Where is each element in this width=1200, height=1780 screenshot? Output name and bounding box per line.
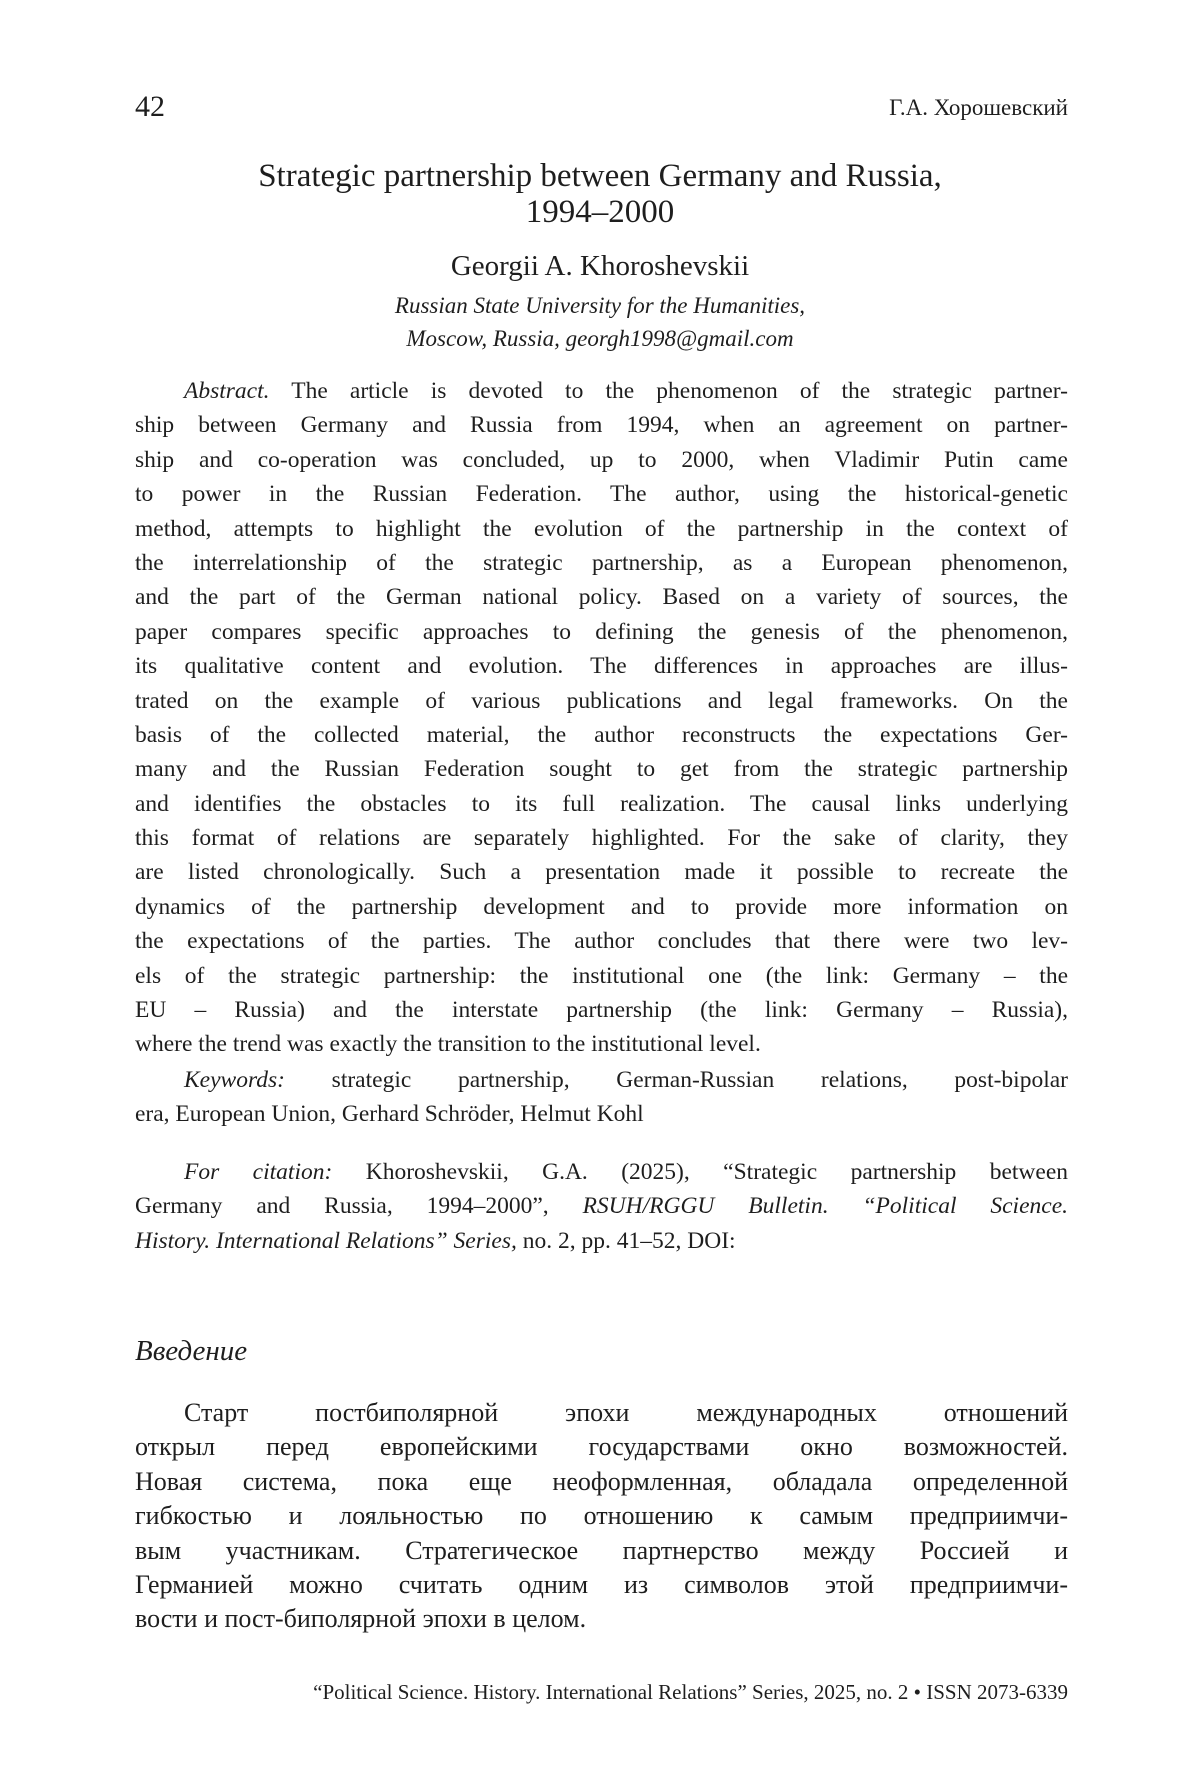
- abstract-text: the interrelationship of the strategic partnership, as a European phenomenon,: [135, 550, 1068, 576]
- abstract: [135, 374, 1068, 1062]
- page-footer: “Political Science. History. International Relations” Series, 2025, no. 2 • ISSN 2073-6339: [313, 1680, 1068, 1705]
- citation-line: [135, 1224, 1068, 1258]
- keywords-label: Keywords:: [184, 1067, 285, 1093]
- page-number: 42: [135, 90, 165, 124]
- citation-journal: RSUH/RGGU Bulletin. “Political Science.: [583, 1193, 1068, 1219]
- abstract-text: are listed chronologically. Such a presentation made it possible to recreate the: [135, 859, 1068, 885]
- intro-text: гибкостью и лояльностью по отношению к самым предприимчи-: [135, 1501, 1068, 1530]
- running-head-author: Г.А. Хорошевский: [889, 95, 1068, 121]
- abstract-line: [135, 374, 1068, 408]
- abstract-line: [135, 718, 1068, 752]
- author-name: Georgii A. Khoroshevskii: [0, 250, 1200, 283]
- intro-text: Германией можно считать одним из символов этой предприимчи-: [135, 1570, 1068, 1599]
- citation-text: Germany and Russia, 1994–2000”,: [135, 1193, 583, 1219]
- abstract-line: [135, 546, 1068, 580]
- abstract-text: EU – Russia) and the interstate partnership (the link: Germany – Russia),: [135, 997, 1068, 1023]
- affiliation-line: Russian State University for the Humanities,: [0, 289, 1200, 322]
- abstract-text: and the part of the German national policy. Based on a variety of sources, the: [135, 584, 1068, 610]
- abstract-line: [135, 752, 1068, 786]
- intro-line: [135, 1499, 1068, 1533]
- intro-text: вости и пост-биполярной эпохи в целом.: [135, 1604, 586, 1633]
- abstract-line: [135, 615, 1068, 649]
- intro-paragraph: [135, 1396, 1068, 1637]
- author-affiliation: [0, 289, 1200, 355]
- keywords-text: strategic partnership, German-Russian relations, post-bipolar: [285, 1067, 1068, 1093]
- abstract-text: ship between Germany and Russia from 1994, when an agreement on partner-: [135, 412, 1068, 438]
- citation-text: no. 2, pp. 41–52, DOI:: [517, 1228, 736, 1254]
- abstract-text: many and the Russian Federation sought to get from the strategic partnership: [135, 756, 1068, 782]
- abstract-text: paper compares specific approaches to defining the genesis of the phenomenon,: [135, 619, 1068, 645]
- intro-text: открыл перед европейскими государствами окно возможностей.: [135, 1432, 1068, 1461]
- abstract-line: [135, 408, 1068, 442]
- citation-line: [135, 1189, 1068, 1223]
- intro-line: [135, 1465, 1068, 1499]
- citation-journal: History. International Relations” Series,: [135, 1228, 517, 1254]
- abstract-line: [135, 649, 1068, 683]
- abstract-text: ship and co-operation was concluded, up to 2000, when Vladimir Putin came: [135, 447, 1068, 473]
- abstract-line: [135, 959, 1068, 993]
- intro-line: [135, 1534, 1068, 1568]
- section-heading: Введение: [135, 1335, 247, 1368]
- abstract-line: [135, 855, 1068, 889]
- affiliation-line: Moscow, Russia, georgh1998@gmail.com: [0, 322, 1200, 355]
- title-line: Strategic partnership between Germany and Russia,: [0, 158, 1200, 194]
- abstract-line: [135, 787, 1068, 821]
- abstract-text: The article is devoted to the phenomenon of the strategic partner-: [270, 378, 1068, 404]
- abstract-text: basis of the collected material, the author reconstructs the expectations Ger-: [135, 722, 1068, 748]
- intro-line: [135, 1602, 1068, 1636]
- abstract-text: its qualitative content and evolution. The differences in approaches are illus-: [135, 653, 1068, 679]
- intro-text: вым участникам. Стратегическое партнерство между Россией и: [135, 1536, 1068, 1565]
- intro-text: Старт постбиполярной эпохи международных отношений: [184, 1398, 1068, 1427]
- abstract-text: els of the strategic partnership: the institutional one (the link: Germany – the: [135, 963, 1068, 989]
- abstract-text: to power in the Russian Federation. The author, using the historical-genetic: [135, 481, 1068, 507]
- abstract-line: [135, 477, 1068, 511]
- abstract-line: [135, 443, 1068, 477]
- abstract-label: Abstract.: [184, 378, 270, 404]
- citation-label: For citation:: [184, 1159, 332, 1185]
- abstract-text: this format of relations are separately highlighted. For the sake of clarity, they: [135, 825, 1068, 851]
- keywords-line: [135, 1097, 1068, 1131]
- keywords-line: [135, 1063, 1068, 1097]
- citation: [135, 1155, 1068, 1258]
- intro-text: Новая система, пока еще неоформленная, обладала определенной: [135, 1467, 1068, 1496]
- abstract-line: [135, 1027, 1068, 1061]
- citation-text: Khoroshevskii, G.A. (2025), “Strategic partnership between: [332, 1159, 1068, 1185]
- abstract-line: [135, 924, 1068, 958]
- abstract-text: dynamics of the partnership development and to provide more information on: [135, 894, 1068, 920]
- abstract-text: trated on the example of various publications and legal frameworks. On the: [135, 688, 1068, 714]
- abstract-line: [135, 993, 1068, 1027]
- keywords-text: era, European Union, Gerhard Schröder, Helmut Kohl: [135, 1101, 644, 1127]
- abstract-line: [135, 580, 1068, 614]
- citation-line: [135, 1155, 1068, 1189]
- intro-line: [135, 1430, 1068, 1464]
- abstract-text: method, attempts to highlight the evolution of the partnership in the context of: [135, 516, 1068, 542]
- keywords: [135, 1063, 1068, 1132]
- abstract-line: [135, 684, 1068, 718]
- abstract-line: [135, 512, 1068, 546]
- title-line: 1994–2000: [0, 194, 1200, 230]
- abstract-line: [135, 890, 1068, 924]
- abstract-text: where the trend was exactly the transition to the institutional level.: [135, 1031, 761, 1057]
- abstract-line: [135, 821, 1068, 855]
- article-title: [0, 158, 1200, 230]
- abstract-text: the expectations of the parties. The author concludes that there were two lev-: [135, 928, 1068, 954]
- abstract-text: and identifies the obstacles to its full realization. The causal links underlying: [135, 791, 1068, 817]
- intro-line: [135, 1396, 1068, 1430]
- intro-line: [135, 1568, 1068, 1602]
